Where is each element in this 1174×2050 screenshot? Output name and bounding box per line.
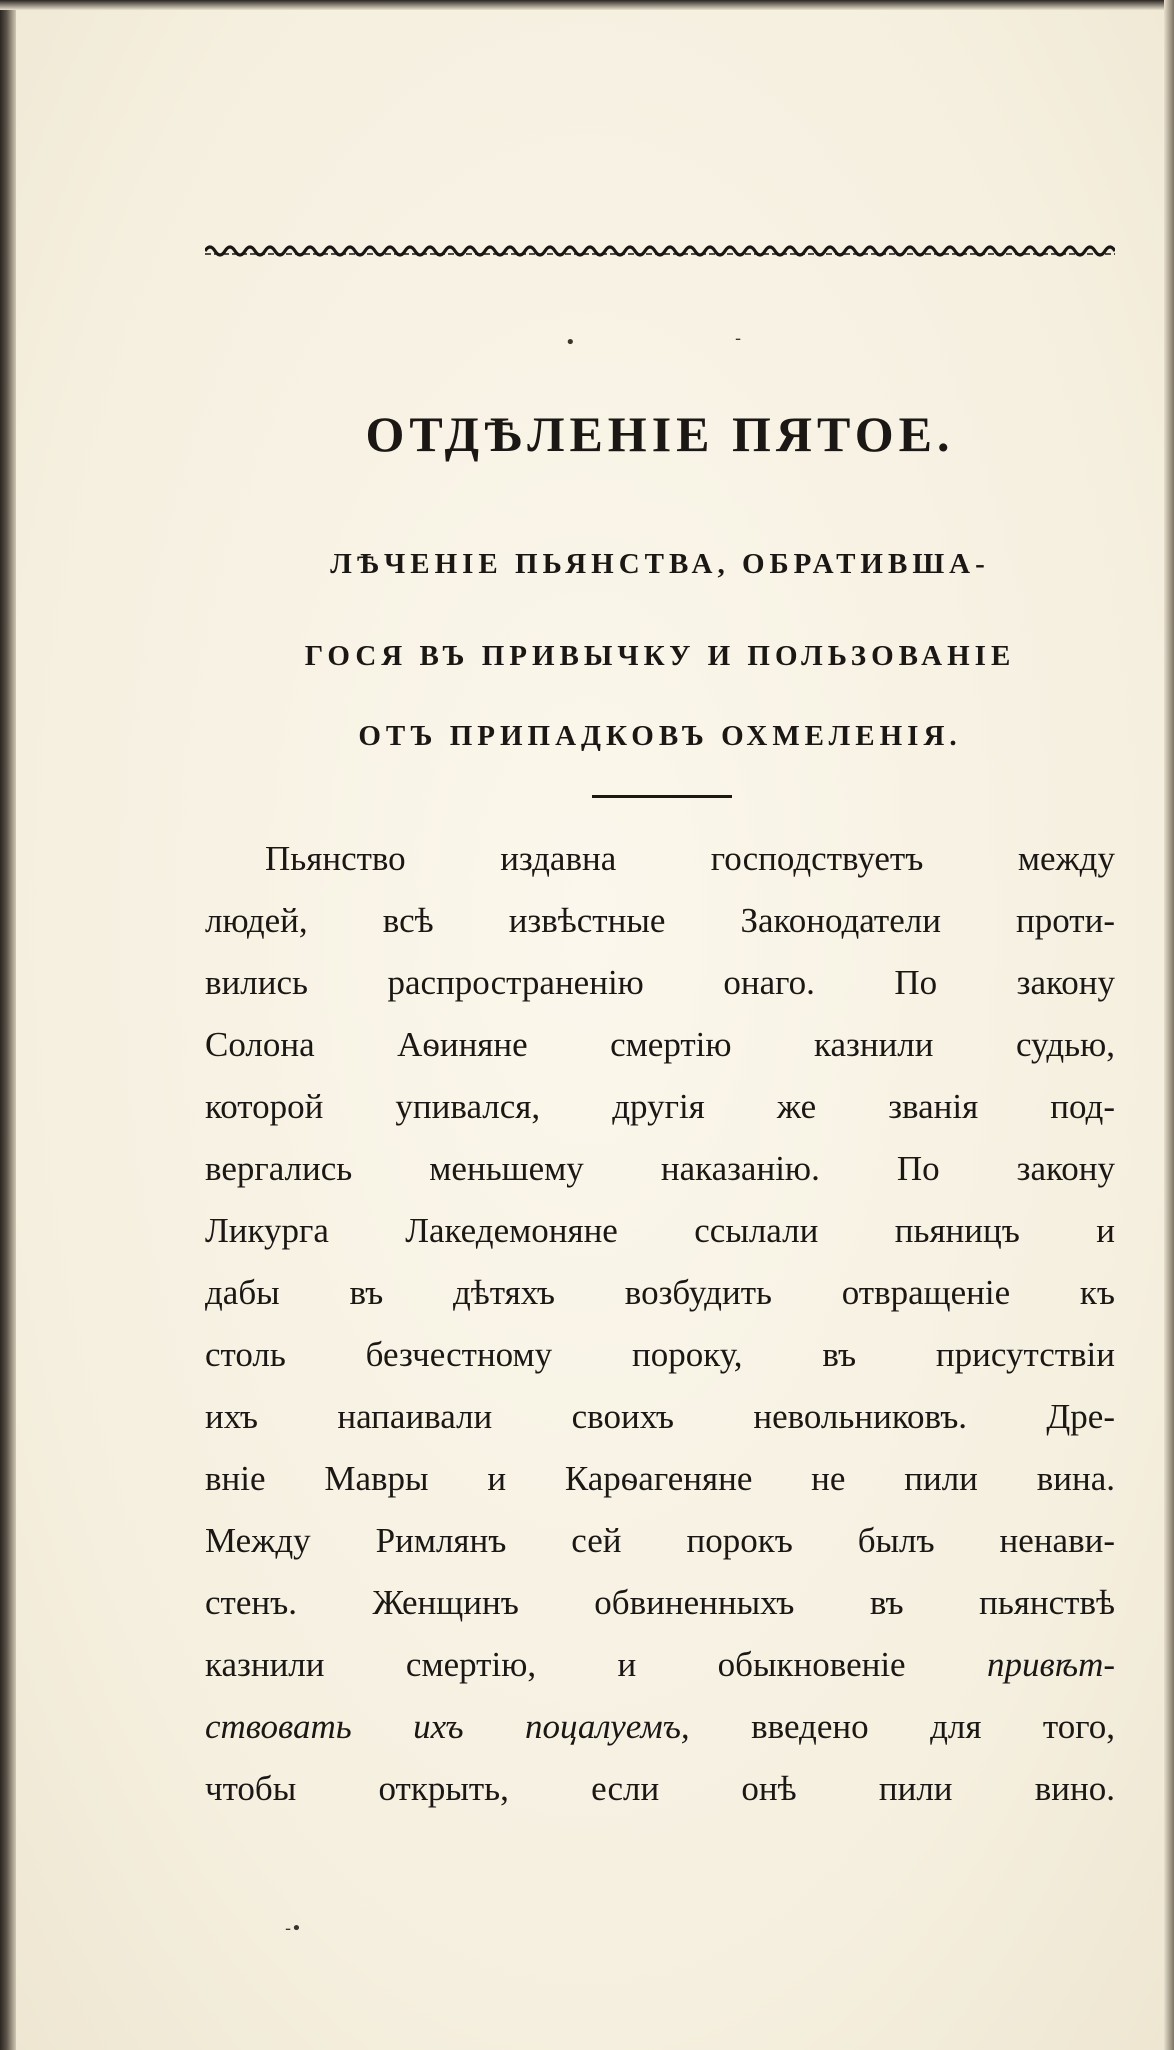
body-line: Пьянство издавна господствуетъ между bbox=[265, 839, 1115, 878]
subtitle-line-3: ОТЪ ПРИПАДКОВЪ ОХМЕЛЕНІЯ. bbox=[358, 720, 962, 752]
body-line-with-italic bbox=[205, 1696, 1115, 1758]
body-line: Между Римлянъ сей порокъ былъ ненави- bbox=[205, 1521, 1115, 1560]
body-line: вились распространенію онаго. По закону bbox=[205, 963, 1115, 1002]
body-line: дабы въ дѣтяхъ возбудить отвращеніе къ bbox=[205, 1273, 1115, 1312]
title-divider-rule bbox=[592, 795, 732, 798]
page-binding-shadow bbox=[0, 0, 16, 2050]
italic-phrase: ствовать ихъ поцалуемъ, bbox=[205, 1707, 690, 1746]
stray-ink-mark: • bbox=[565, 332, 576, 353]
body-line: стенъ. Женщинъ обвиненныхъ въ пьянствѣ bbox=[205, 1583, 1115, 1622]
body-line-text: казнили смертію, и обыкновеніе bbox=[205, 1645, 906, 1684]
subtitle-line-1: ЛѢЧЕНІЕ ПЬЯНСТВА, ОБРАТИВША- bbox=[330, 548, 990, 580]
body-line: которой упивался, другія же званія под- bbox=[205, 1087, 1115, 1126]
body-line: Солона Аѳиняне смертію казнили судью, bbox=[205, 1025, 1115, 1064]
page-top-edge bbox=[0, 0, 1174, 10]
stray-ink-mark: - bbox=[735, 328, 742, 349]
body-line: вергались меньшему наказанію. По закону bbox=[205, 1149, 1115, 1188]
body-line: чтобы открыть, если онѣ пили вино. bbox=[205, 1769, 1115, 1808]
decorative-rule-ornament bbox=[205, 240, 1115, 262]
bleed-through-text bbox=[215, 285, 1095, 335]
page-right-edge bbox=[1164, 0, 1174, 2050]
subtitle-line-2: ГОСЯ ВЪ ПРИВЫЧКУ И ПОЛЬЗОВАНІЕ bbox=[304, 640, 1016, 672]
body-line: ихъ напаивали своихъ невольниковъ. Дре- bbox=[205, 1397, 1115, 1436]
body-line-with-italic bbox=[205, 1634, 1115, 1696]
body-line: вніе Мавры и Карѳагеняне не пили вина. bbox=[205, 1459, 1115, 1498]
italic-phrase: привѣт- bbox=[987, 1645, 1115, 1684]
body-line: столь безчестному пороку, въ присутствіи bbox=[205, 1335, 1115, 1374]
section-title: ОТДѢЛЕНІЕ ПЯТОЕ. bbox=[365, 406, 955, 462]
body-line: людей, всѣ извѣстные Законодатели проти- bbox=[205, 901, 1115, 940]
body-line-text: введено для того, bbox=[751, 1707, 1115, 1746]
body-line: Ликурга Лакедемоняне ссылали пьяницъ и bbox=[205, 1211, 1115, 1250]
stray-ink-mark: -• bbox=[285, 1918, 302, 1939]
